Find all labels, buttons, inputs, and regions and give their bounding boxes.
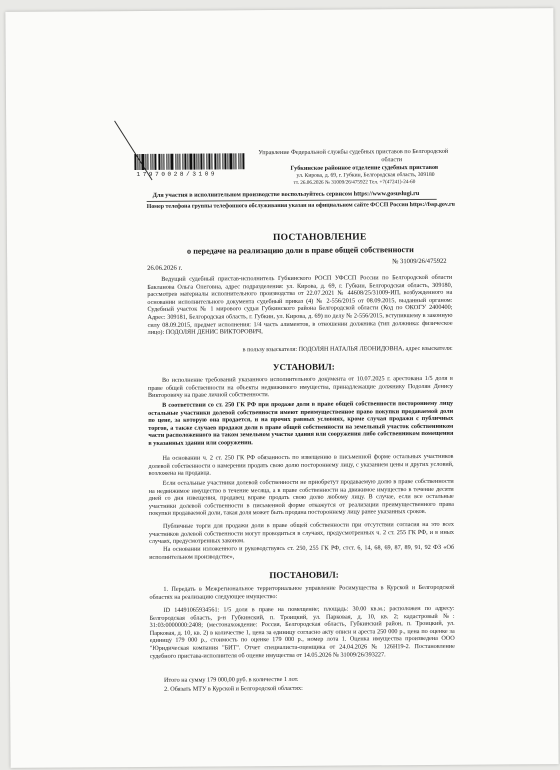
barcode-bar [145,154,146,170]
barcode-bar [220,153,221,169]
barcode-bar [147,154,149,170]
document-date: 26.06.2026 г. [147,264,183,272]
services-notice: Для участия в исполнительном производстве воспользуйтесь сервисом https://www.gosuslugi.ru [152,190,420,199]
barcode-bar [158,154,161,170]
barcode-bar [196,154,197,170]
barcode-bar [137,154,138,170]
department-line-3: тт. 26.06.2026 № 31009/26/475922 Тел. +7(47241)-24-60 [293,179,416,186]
barcode-bar [183,154,184,170]
barcode-bar [153,154,154,170]
barcode-bar [177,154,179,170]
barcode-bar [166,154,168,170]
intro-paragraph: Ведущий судебный пристав-исполнитель Губкинского РОСП УФССП России по Белгородской области Бакланова Ольга Олеговна, адрес подразделения: ул. Кирова, д. 69, г. Губкин, Белгородская область, 309180, рассмотрев материалы исполнительного производства от 22.07.2021 № 44608/25/31009-ИП, возбужденного на основании исполнительного документа судебный приказ (4) № 2-556/2015 от 08.09.2015, выданный органом: Судебный участок № 1 мирового судьи Губкинского района Белгородской области (Код по ОКОГУ 2400400; Адрес: 309181, Белгородская область, г. Губкин, ул. Кирова, д. 69) по делу № 2-556/2015, вступившему в законную силу 08.09.2015, предмет исполнения: 1/4 часть алиментов, в отношении должника (тип должника: физическое лицо): ПОДОЛЯН ДЕНИС ВИКТОРОВИЧ, [147,273,453,337]
barcode-bar [154,154,156,170]
resolved-total: Итого на сумму 179 000,00 руб. в количестве 1 лот. [164,675,299,684]
barcode-bar [208,153,211,169]
barcode-bar [235,153,236,169]
agency-line-1: Управление Федеральной службы судебных приставов по Белгородской [258,147,449,157]
barcode-bar [241,153,242,169]
document-number: № 31009/26/475922 [392,257,447,266]
barcode-bar [222,153,223,169]
barcode-bar [214,153,216,169]
barcode-bar [230,153,233,169]
section-established-heading: УСТАНОВИЛ: [272,361,335,373]
barcode-bar [175,154,176,170]
barcode-bar [142,154,145,170]
barcode-bar [238,153,240,169]
barcode-bar [162,154,163,170]
barcode-bar [163,154,164,170]
barcode-number: 17970028/3109 [136,170,218,179]
barcode-bar [203,154,204,170]
resolved-item-1: 1. Передать в Межрегиональное территориальное управление Росимущества в Курской и Белгородской областях на реализацию следующее имущество: [149,583,455,601]
department-line-2: ул. Кирова, д. 69, г. Губкин, Белгородская область, 309180 [296,171,435,179]
property-description: ID 14491065934561: 1/5 доля в праве на помещение; площадь: 30.00 кв.м.; расположен по адресу: Белгородская область, р-н Губкинский, п. Троицкий, ул. Парковая, д. 10, кв. 2; кадастровый №: 31:03:0000000:2408; (местонахождение: Россия, Белгородская область, Губкинский район, п. Троицкий, ул. Парковая, д. 10, кв. 2) в количестве 1, цена за единицу согласно акту описи и ареста 250 000 р., цена по оценке за единицу 179 000 р., стоимость по оценке 179 000 р., номер лота 1. Оценка имущества произведена ООО "Юридическая компания "БИТ". Отчет специалиста-оценщика от 24.04.2026 № 126Н19-2. Постановление судебного пристава-исполнителя об оценке имущества от 14.05.2026 № 31009/26/393227. [149,604,455,660]
section-resolved-heading: ПОСТАНОВИЛ: [269,569,339,581]
barcode-bar [233,153,234,169]
document-title: ПОСТАНОВЛЕНИЕ [272,232,367,244]
barcode-bar [201,154,203,170]
barcode-bar [224,153,226,169]
barcode-bar [184,154,186,170]
barcode-bar [193,154,195,170]
agency-line-2: области [381,156,403,164]
established-paragraph-2: В соответствии со ст. 250 ГК РФ при продаже доли в праве общей собственности постороннему лицу остальные участники долевой собственности имеют преимущественное право покупки продаваемой доли по цене, за которую она продается, и на прочих равных условиях, кроме случая продажи с публичных торгов, а также случаев продажи доли в праве общей собственности на земельный участок собственником части расположенного на таком земельном участке здания или сооружения либо собственником помещения в указанных здании или сооружении. [148,399,454,447]
barcode-bar [134,154,136,170]
resolved-item-2: 2. Обязать МТУ в Курской и Белгородской областях: [164,684,303,693]
intro-creditor: в пользу взыскателя: ПОДОЛЯН НАТАЛЬЯ ЛЕОНИДОВНА, адрес взыскателя: [242,344,453,354]
barcode-bar [169,154,170,170]
document-subtitle: о передаче на реализацию доли в праве общей собственности [187,245,414,256]
phone-notice: Номер телефона группы телефонного обслуживания указан на официальном сайте ФССП России https://fssp.gov.ru [146,201,455,210]
barcode-bar [199,154,200,170]
established-paragraph-5: Публичные торги для продажи доли в праве общей собственности при отсутствии согласия на это всех участников долевой собственности могут проводиться в случаях, предусмотренных ч. 2 ст. 255 ГК РФ, и в иных случаях, предусмотренных законом. [148,520,455,546]
barcode-bar [206,154,207,170]
barcode-bar [171,154,174,170]
barcode-bar [151,154,152,170]
barcode-bar [217,153,219,169]
barcode-bar [211,153,212,169]
established-paragraph-1: Во исполнение требований указанного исполнительного документа от 10.07.2025 г. арестована 1/5 доля в праве общей собственности на объекты недвижимого имущества, принадлежащие должнику Подолян Денису Викторовичу на праве личной собственности. [147,374,454,400]
barcode-bar [139,154,140,170]
established-paragraph-6: На основании изложенного и руководствуясь ст. 250, 255 ГК РФ, стст. 6, 14, 68, 69, 87, 89, 91, 92 ФЗ «Об исполнительном производстве», [149,543,455,561]
document-page [5,8,558,768]
barcode-bar [190,154,193,170]
established-paragraph-4: Если остальные участники долевой собственности не приобретут продаваемую долю в праве собственности на недвижимое имущество в течение месяца, а в праве собственности на движимое имущество в течение десяти дней со дня извещения, продавец вправе продать свою долю любому лицу. В случае, если все остальные участники долевой собственности в письменной форме откажутся от реализации преимущественного права покупки продаваемой доли, такая доля может быть продана постороннему лицу ранее указанных сроков. [148,477,454,518]
barcode-bar [242,153,244,169]
established-paragraph-3: На основании ч. 2 ст. 250 ГК РФ обязанность по извещению в письменной форме остальных участников долевой собственности о намерении продать свою долю постороннему лицу, с указанием цены и других условий, возложена на продавца. [148,452,454,478]
barcode-bar [180,154,181,170]
department-line-1: Губкинское районное отделение судебных приставов [290,163,439,172]
barcode-bar [187,154,188,170]
barcode [134,153,246,170]
barcode-bar [227,153,228,169]
